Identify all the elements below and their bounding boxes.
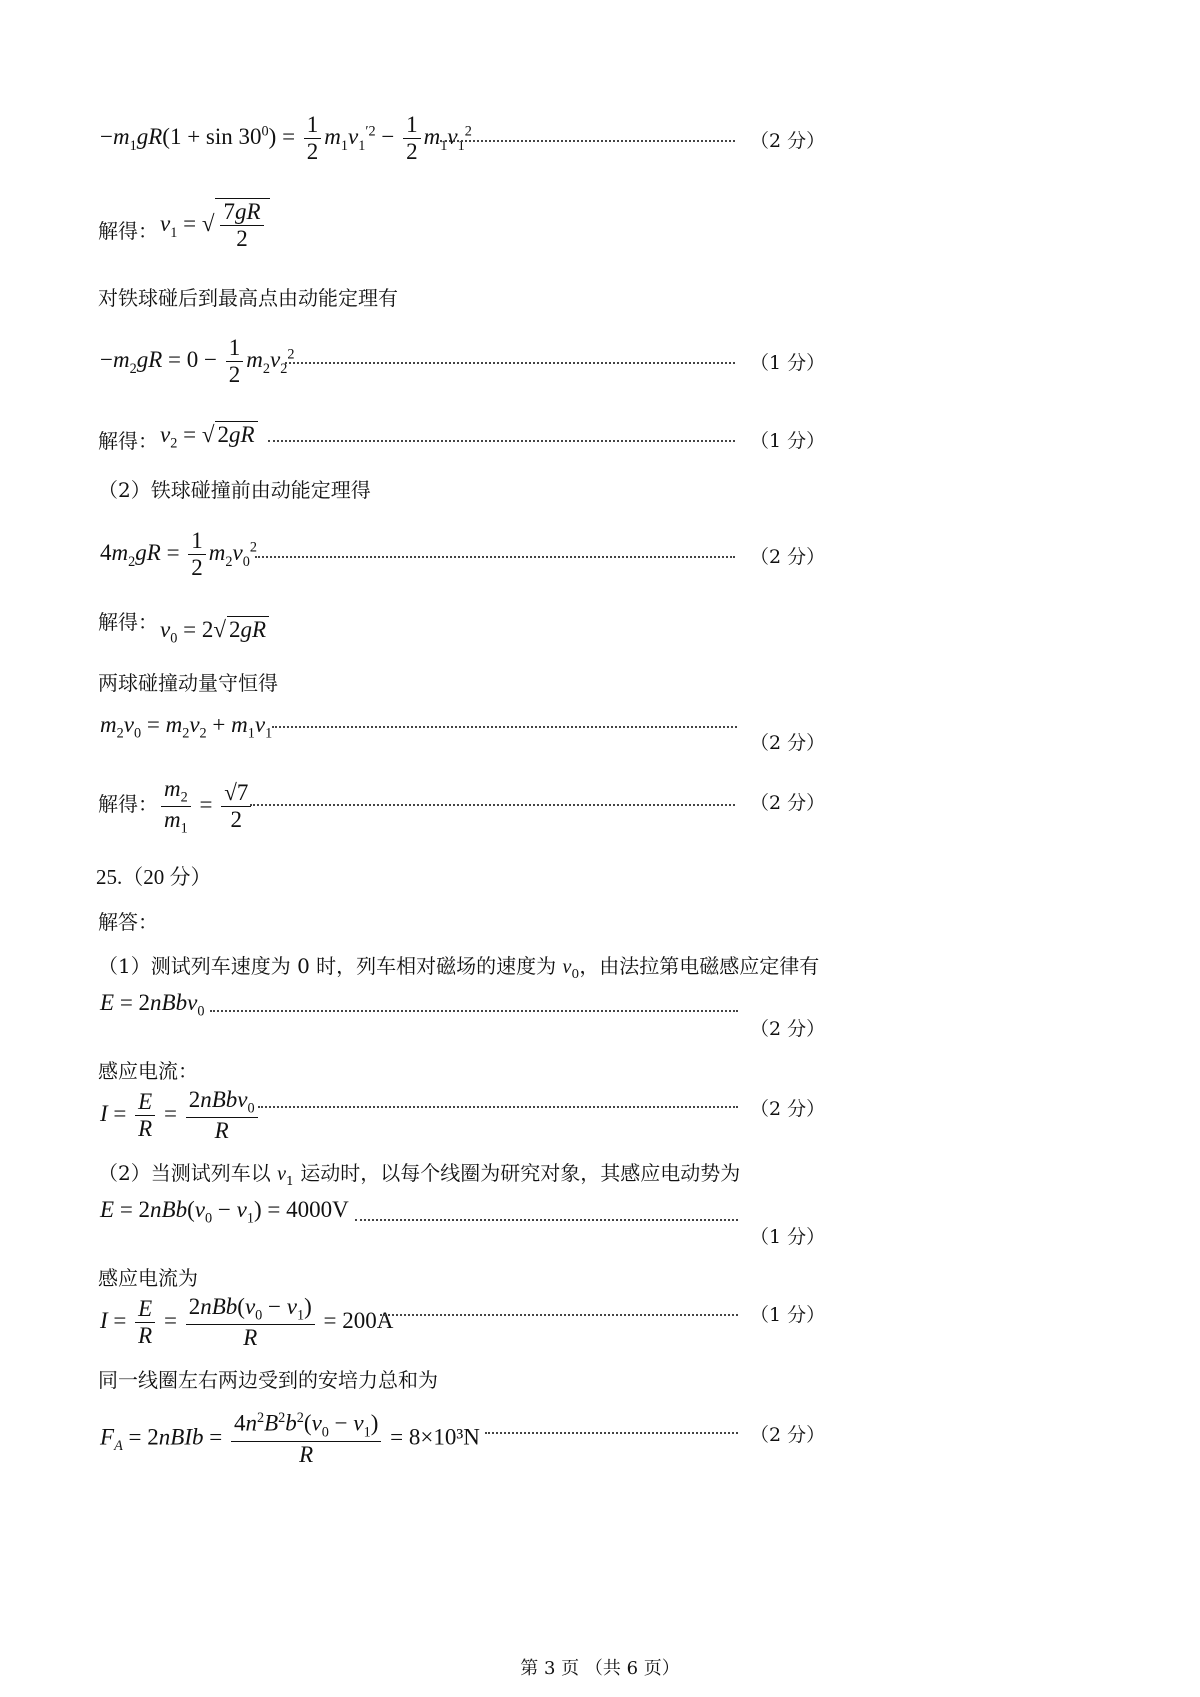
leader-dots [380, 1314, 738, 1316]
formula: I = $\frac{E}{R}$ = $\frac{2nBbv_0}{R}$ [100, 1087, 261, 1144]
score-label: （2 分） [750, 1098, 826, 1120]
text-line: （1）测试列车速度为 0 时，列车相对磁场的速度为 $v_0$，由法拉第电磁感应定律有 [98, 954, 820, 981]
text-line: 感应电流为 [98, 1266, 198, 1290]
score-label: （1 分） [750, 352, 826, 374]
formula: E = 2nBbv$_0$ [100, 990, 205, 1020]
solve-label: 解得： [98, 792, 158, 816]
leader-dots [440, 140, 735, 142]
text-part: （2）当测试列车以 [98, 1161, 278, 1185]
formula: $v_1$ = √ $\frac{7gR}{2}$ [160, 198, 270, 253]
formula: $\frac{m_2}{m_1}$ = $\frac{√7}{2}$ [158, 776, 254, 837]
solve-label: 解得： [98, 610, 158, 634]
score-label: （1 分） [750, 430, 826, 452]
leader-dots [355, 1219, 738, 1221]
value: = 8×10³N [390, 1424, 480, 1450]
formula: $4m_2gR$ = $\frac{1}{2}$ $m_2v_0^2$ [100, 528, 258, 581]
score-label: （2 分） [750, 546, 826, 568]
formula: $-m_1gR(1 + \sin 30^0)$ = $\frac{1}{2}$ $m_1v_1^{'2}$ − $\frac{1}{2}$ $m_1v_1^2$ [100, 112, 472, 165]
text-line: 同一线圈左右两边受到的安培力总和为 [98, 1368, 438, 1392]
formula: $m_2v_0 = m_2v_2 + m_1v_1$ [100, 712, 273, 742]
score-label: （2 分） [750, 1018, 826, 1040]
leader-dots [268, 440, 735, 442]
formula: $E = 2nBb(v_0 - v_1) = 4000V$ [100, 1197, 349, 1227]
leader-dots [258, 1106, 738, 1108]
formula: I = $\frac{E}{R}$ = $\frac{2nBb(v_0 - v_1)}{R}$ = 200A [100, 1294, 394, 1350]
text-line: 两球碰撞动量守恒得 [98, 671, 278, 695]
text-line: 对铁球碰后到最高点由动能定理有 [98, 286, 398, 310]
formula: $-m_2gR = 0$ − $\frac{1}{2}$ $m_2v_2^2$ [100, 335, 295, 388]
solve-label: 解得： [98, 429, 158, 453]
score-label: （2 分） [750, 792, 826, 814]
text-part: （1）测试列车速度为 0 时，列车相对磁场的速度为 [98, 954, 563, 978]
text-line: （2）当测试列车以 $v_1$ 运动时，以每个线圈为研究对象，其感应电动势为 [98, 1161, 741, 1188]
leader-dots [485, 1432, 738, 1434]
text-line: 解答： [98, 910, 158, 934]
score-label: （2 分） [750, 130, 826, 152]
score-label: （1 分） [750, 1226, 826, 1248]
leader-dots [285, 362, 735, 364]
formula: $v_0 = 2√$ 2gR [160, 616, 269, 648]
score-label: （1 分） [750, 1304, 826, 1326]
solve-label: 解得： [98, 219, 158, 243]
question-number: 25.（20 分） [96, 865, 212, 889]
score-label: （2 分） [750, 1424, 826, 1446]
leader-dots [250, 804, 735, 806]
score-label: （2 分） [750, 732, 826, 754]
text-line: （2）铁球碰撞前由动能定理得 [98, 478, 371, 502]
text-line: 感应电流： [98, 1059, 198, 1083]
leader-dots [210, 1010, 738, 1012]
leader-dots [272, 726, 737, 728]
value: = 200A [323, 1308, 394, 1333]
text-part: ，由法拉第电磁感应定律有 [579, 954, 820, 978]
leader-dots [255, 556, 735, 558]
formula: $F_A$ = 2nBIb = $\frac{4n^2B^2b^2(v_0 - v_1)}{R}$ = 8×10³N [100, 1410, 480, 1467]
text-part: 运动时，以每个线圈为研究对象，其感应电动势为 [293, 1161, 741, 1185]
formula: $v_2$ = √ 2gR [160, 421, 258, 453]
value: = 4000V [267, 1197, 349, 1222]
page-footer: 第 3 页 （共 6 页） [520, 1658, 680, 1679]
